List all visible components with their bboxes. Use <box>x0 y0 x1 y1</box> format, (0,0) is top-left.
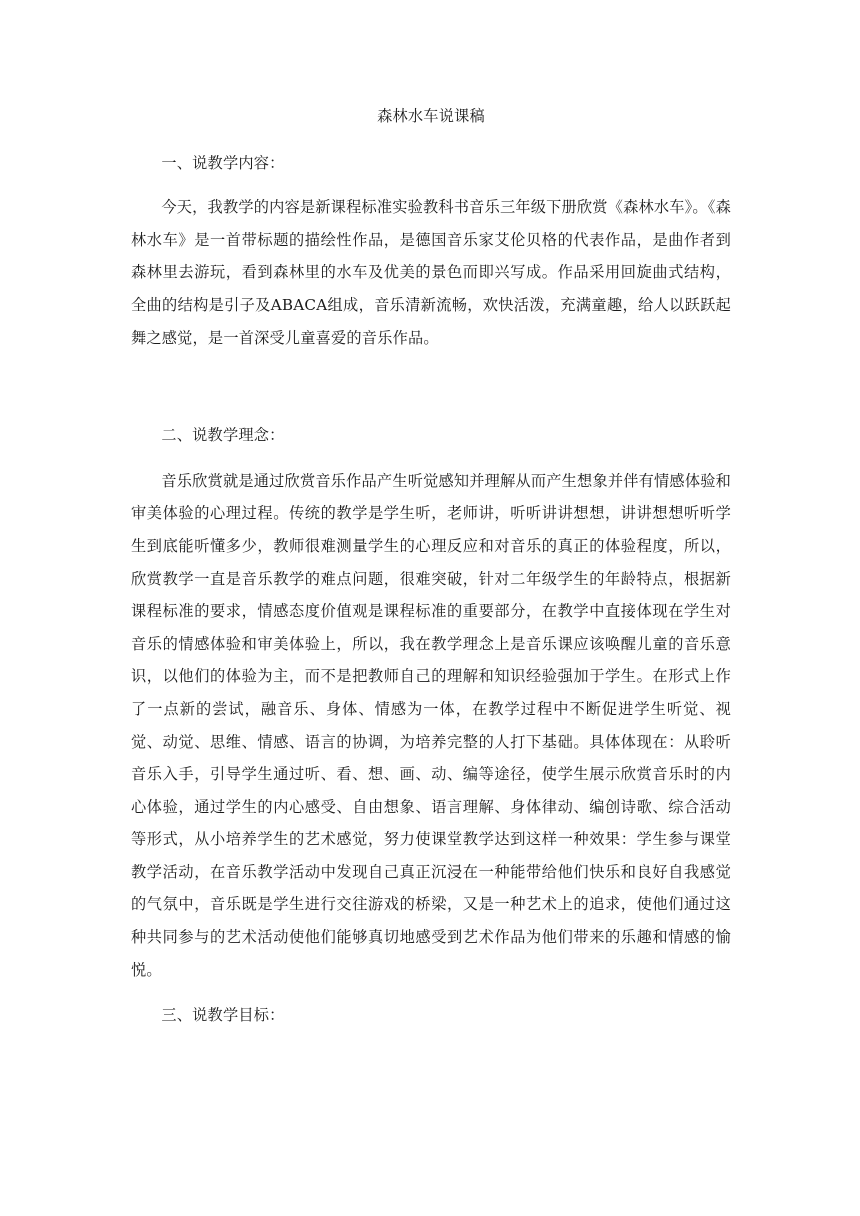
section-heading-teaching-philosophy: 二、说教学理念： <box>161 426 285 445</box>
document-body <box>131 100 731 1032</box>
section-heading-teaching-content: 一、说教学内容： <box>161 153 285 172</box>
section-heading-teaching-goals: 三、说教学目标： <box>161 1006 285 1025</box>
document-title: 森林水车说课稿 <box>377 107 485 125</box>
section-paragraph-teaching-content: 今天，我教学的内容是新课程标准实验教科书音乐三年级下册欣赏《森林水车》。《森林水车》是一首带标题的描绘性作品，是德国音乐家艾伦贝格的代表作品，是曲作者到森林里去游玩，看到森林里的水车及优美的景色而即兴写成。作品采用回旋曲式结构，全曲的结构是引子及ABACA组成，音乐清新流畅，欢快活泼，充满童趣，给人以跃跃起舞之感觉，是一首深受儿童喜爱的音乐作品。 <box>131 198 731 347</box>
section-paragraph-teaching-philosophy: 音乐欣赏就是通过欣赏音乐作品产生听觉感知并理解从而产生想象并伴有情感体验和审美体验的心理过程。传统的教学是学生听，老师讲，听听讲讲想想，讲讲想想听听学生到底能听懂多少，教师很难测量学生的心理反应和对音乐的真正的体验程度，所以，欣赏教学一直是音乐教学的难点问题，很难突破，针对二年级学生的年龄特点，根据新课程标准的要求，情感态度价值观是课程标准的重要部分，在教学中直接体现在学生对音乐的情感体验和审美体验上，所以，我在教学理念上是音乐课应该唤醒儿童的音乐意识，以他们的体验为主，而不是把教师自己的理解和知识经验强加于学生。在形式上作了一点新的尝试，融音乐、身体、情感为一体，在教学过程中不断促进学生听觉、视觉、动觉、思维、情感、语言的协调，为培养完整的人打下基础。具体体现在：从聆听音乐入手，引导学生通过听、看、想、画、动、编等途径，使学生展示欣赏音乐时的内心体验，通过学生的内心感受、自由想象、语言理解、身体律动、编创诗歌、综合活动等形式，从小培养学生的艺术感觉，努力使课堂教学达到这样一种效果：学生参与课堂教学活动，在音乐教学活动中发现自己真正沉浸在一种能带给他们快乐和良好自我感觉的气氛中，音乐既是学生进行交往游戏的桥梁，又是一种艺术上的追求，使他们通过这种共同参与的艺术活动使他们能够真切地感受到艺术作品为他们带来的乐趣和情感的愉悦。 <box>131 471 731 979</box>
